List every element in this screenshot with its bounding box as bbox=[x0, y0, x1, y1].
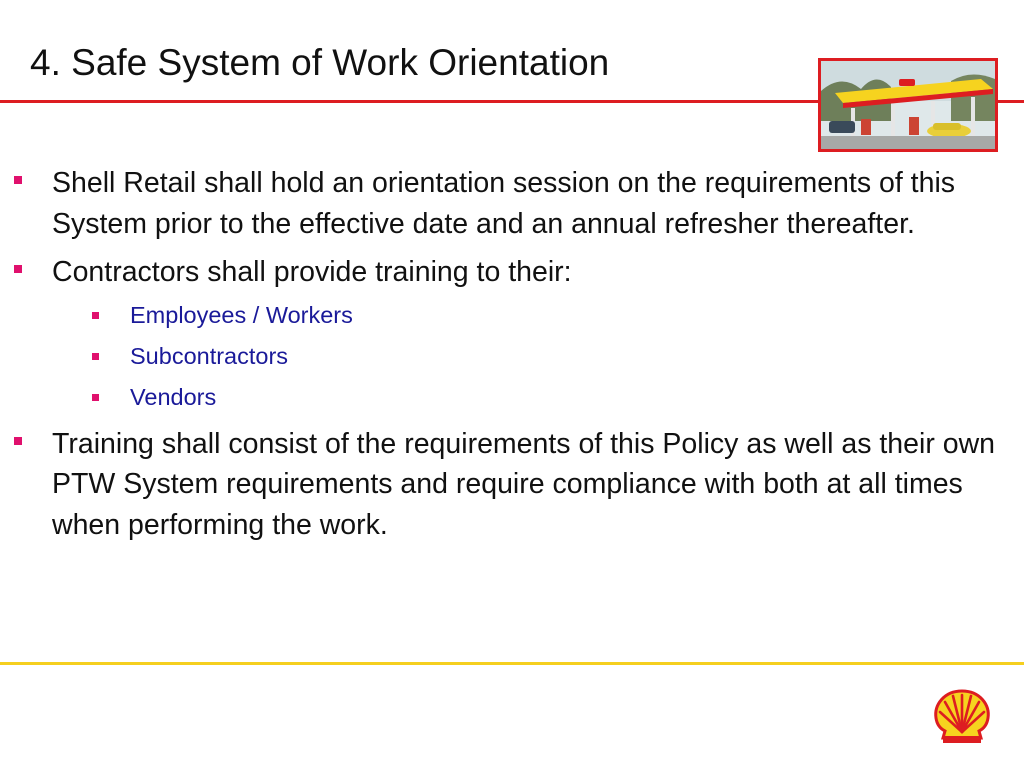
sub-bullet-item bbox=[130, 377, 1003, 418]
gas-station-photo bbox=[818, 58, 998, 152]
square-bullet-icon bbox=[92, 312, 99, 319]
bullet-text: Contractors shall provide training to their: bbox=[52, 256, 572, 288]
bullet-item bbox=[18, 163, 1003, 244]
square-bullet-icon bbox=[14, 265, 22, 273]
square-bullet-icon bbox=[92, 394, 99, 401]
square-bullet-icon bbox=[14, 176, 22, 184]
slide-title: 4. Safe System of Work Orientation bbox=[30, 42, 610, 83]
sub-bullet-item bbox=[130, 336, 1003, 377]
bullet-list bbox=[18, 163, 1003, 545]
sub-bullet-item bbox=[130, 295, 1003, 336]
sub-bullet-text: Vendors bbox=[130, 383, 217, 410]
shell-pecten-logo bbox=[932, 688, 992, 746]
square-bullet-icon bbox=[92, 353, 99, 360]
footer-divider bbox=[0, 662, 1024, 665]
bullet-text: Training shall consist of the requirements of this Policy as well as their own PTW System requirements and require compliance with both at all times when performing the work. bbox=[52, 427, 996, 541]
square-bullet-icon bbox=[14, 437, 22, 445]
bullet-item bbox=[18, 424, 1003, 546]
sub-bullet-list bbox=[18, 295, 1003, 418]
sub-bullet-text: Employees / Workers bbox=[130, 301, 353, 328]
sub-bullet-text: Subcontractors bbox=[130, 342, 289, 369]
bullet-item bbox=[18, 252, 1003, 293]
bullet-text: Shell Retail shall hold an orientation session on the requirements of this System prior to the effective date and an annual refresher thereafter. bbox=[52, 167, 956, 240]
